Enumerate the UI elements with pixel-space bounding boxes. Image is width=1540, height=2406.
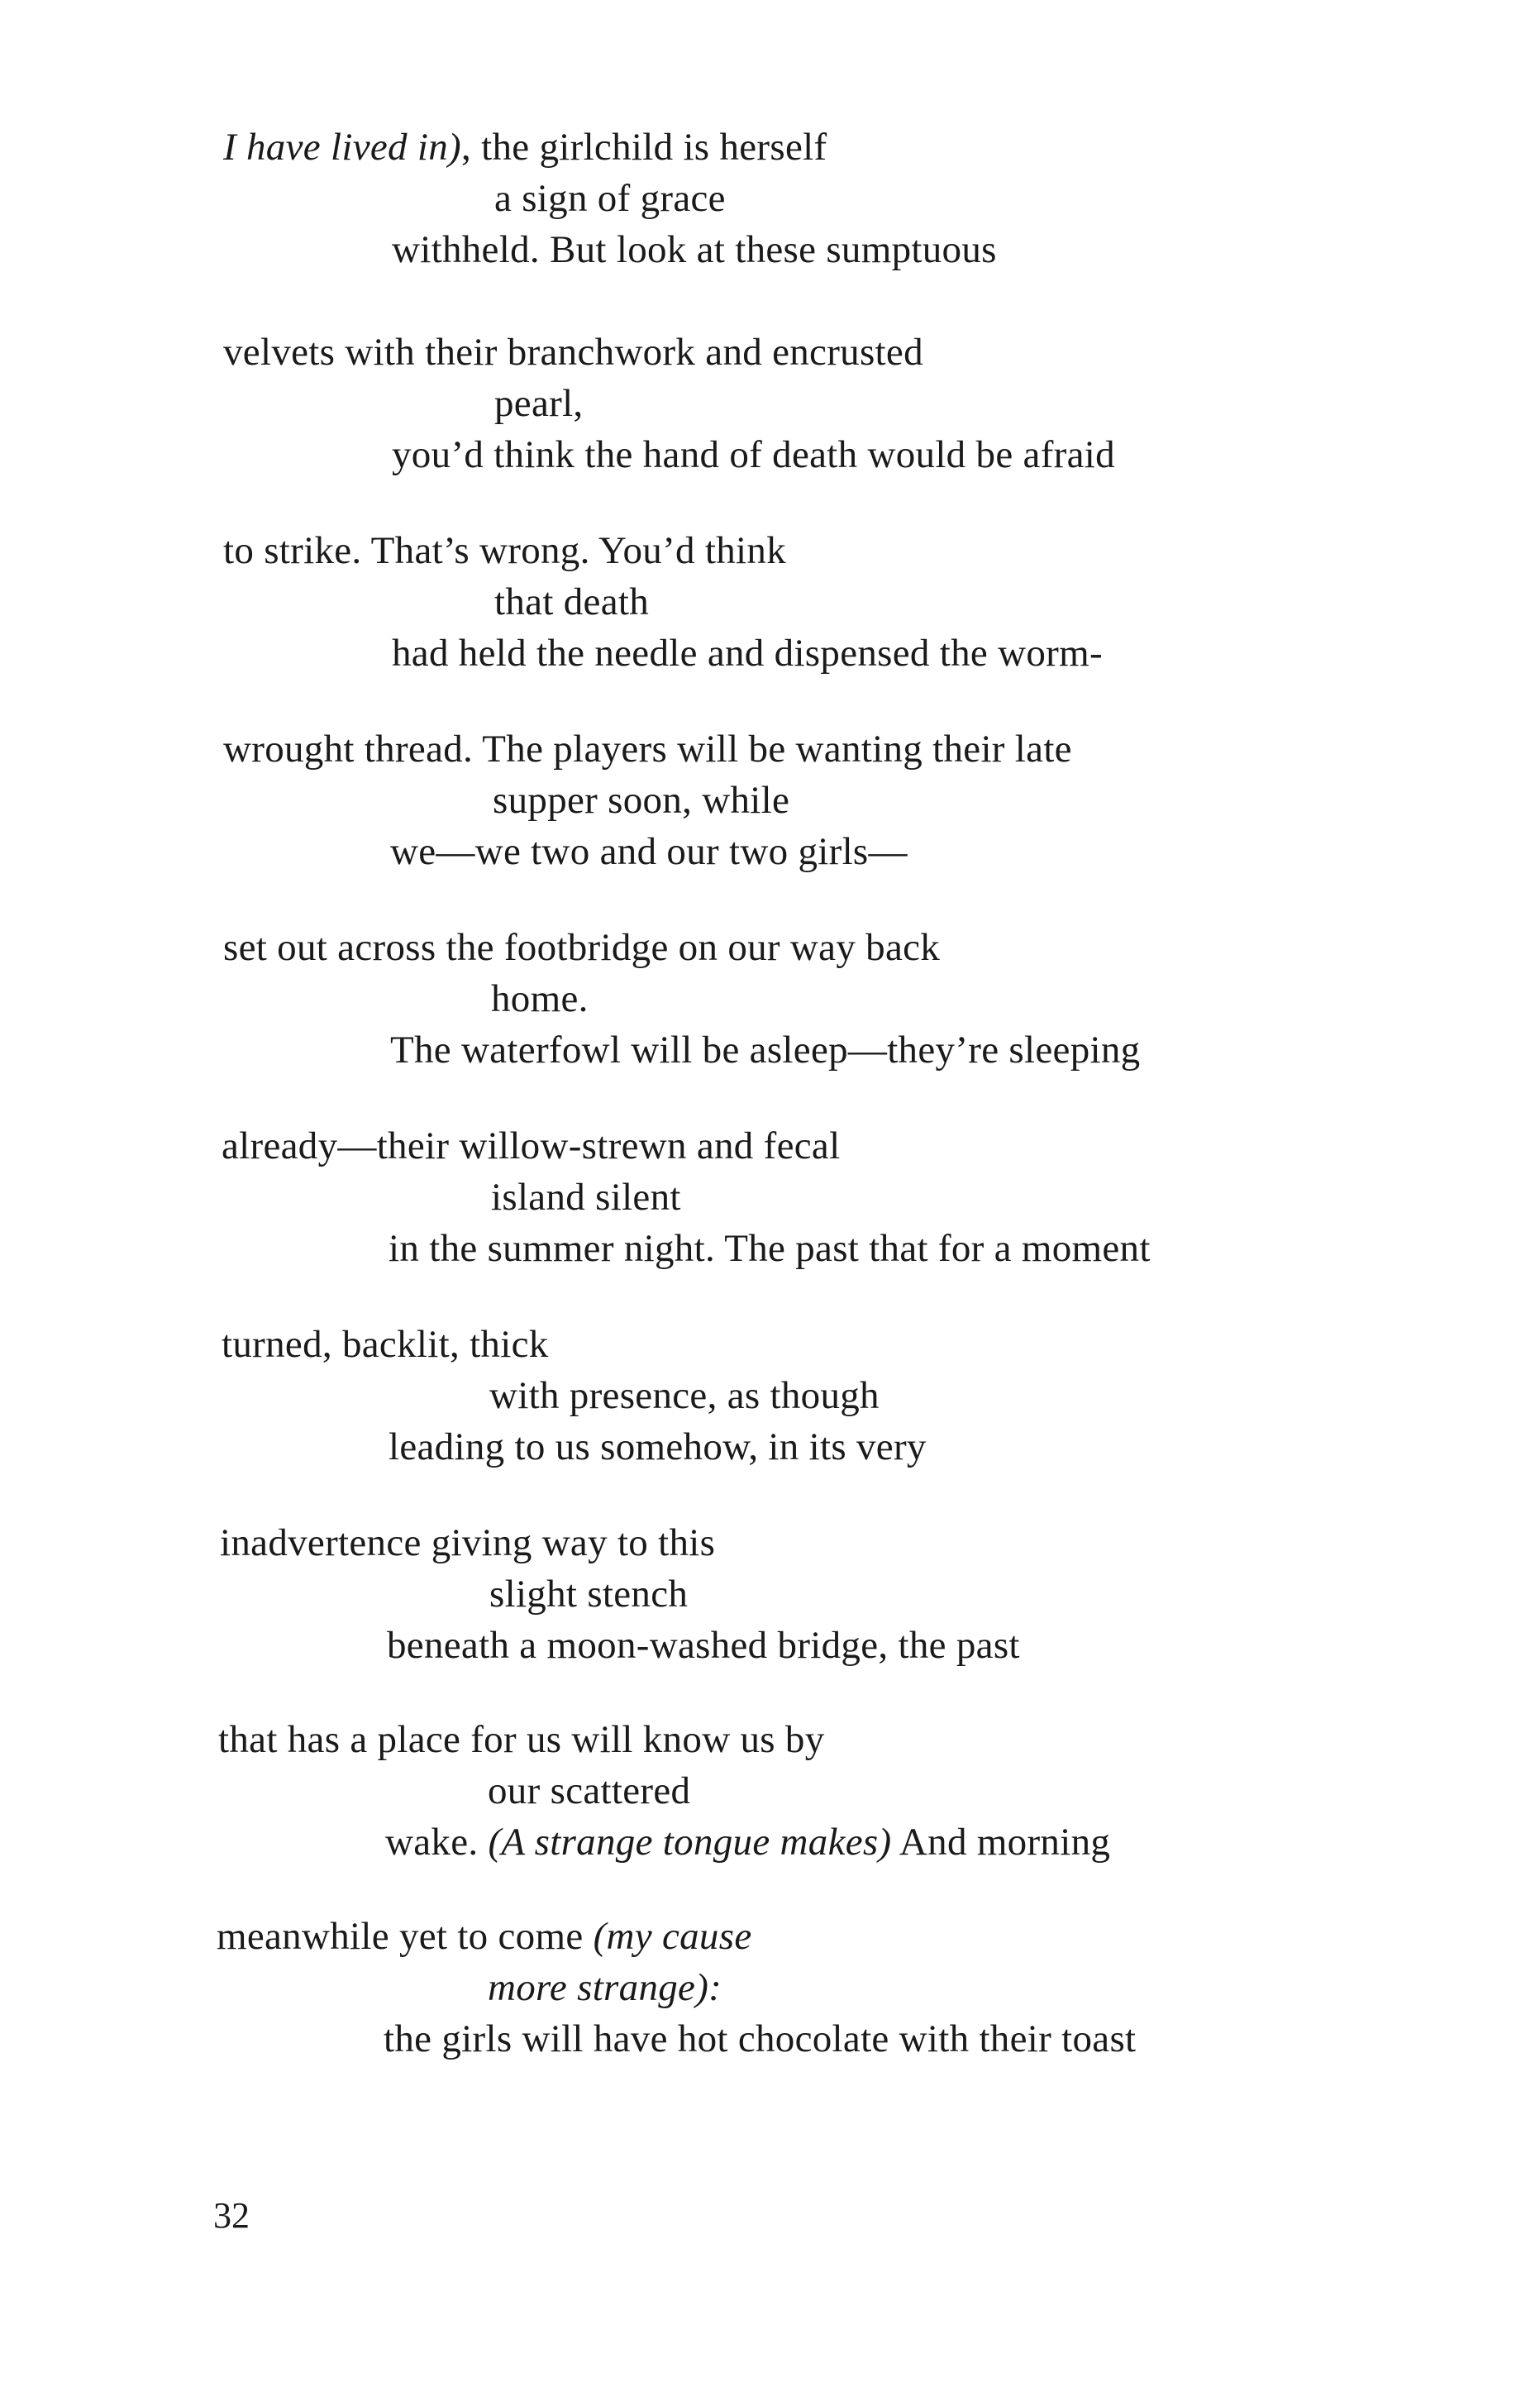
- poem-line: [389, 1224, 1151, 1273]
- line-text: that death: [494, 580, 650, 623]
- poem-line: [223, 526, 786, 575]
- poem-line: [390, 1025, 1140, 1075]
- line-text: turned, backlit, thick: [222, 1323, 549, 1366]
- line-text: withheld. But look at these sumptuous: [392, 228, 997, 271]
- line-text: supper soon, while: [493, 779, 790, 822]
- poem-line: [489, 1371, 880, 1420]
- italic-text: more strange):: [488, 1966, 722, 2009]
- line-text: home.: [491, 977, 589, 1020]
- line-text: beneath a moon-washed bridge, the past: [387, 1624, 1020, 1667]
- poem-line: [392, 628, 1103, 678]
- poem-line: [222, 1320, 549, 1369]
- poem-line: [217, 1912, 751, 1961]
- line-text: with presence, as though: [489, 1374, 880, 1417]
- line-text: wrought thread. The players will be wanting their late: [223, 728, 1072, 771]
- line-text: island silent: [491, 1176, 681, 1219]
- line-text: wake.: [385, 1821, 489, 1864]
- poem-line: [493, 776, 789, 825]
- poem-line: [223, 923, 940, 972]
- poem-line: [489, 1569, 688, 1619]
- line-text: in the summer night. The past that for a moment: [389, 1227, 1151, 1270]
- poem-line: [494, 174, 726, 223]
- line-text: that has a place for us will know us by: [218, 1718, 825, 1761]
- line-text: slight stench: [489, 1573, 689, 1616]
- line-text: , the girlchild is herself: [460, 126, 827, 169]
- poem-line: [390, 827, 908, 876]
- line-text: already—their willow-strewn and fecal: [222, 1124, 841, 1167]
- line-text: the girls will have hot chocolate with their toast: [384, 2017, 1137, 2060]
- line-text: velvets with their branchwork and encrusted: [223, 331, 923, 374]
- poem-line: [387, 1621, 1020, 1670]
- poem-line: [223, 122, 827, 172]
- line-text: set out across the footbridge on our way back: [223, 926, 941, 969]
- poem-line: [220, 1518, 715, 1568]
- line-text: we—we two and our two girls—: [390, 830, 908, 873]
- page-number: 32: [213, 2195, 250, 2236]
- italic-text: (my cause: [593, 1915, 752, 1958]
- italic-text: (A strange tongue makes): [488, 1821, 892, 1864]
- poem-line: [222, 1121, 840, 1171]
- line-text: inadvertence giving way to this: [220, 1521, 716, 1564]
- poem-line: [389, 1422, 927, 1472]
- poem-line: [384, 2014, 1136, 2064]
- poem-line: [488, 1963, 722, 2012]
- line-text: pearl,: [494, 382, 584, 425]
- poem-line: [494, 379, 583, 428]
- poem-line: [392, 225, 997, 274]
- poem-line: [385, 1817, 1110, 1867]
- line-text: meanwhile yet to come: [217, 1915, 594, 1958]
- poem-line: [488, 1766, 690, 1816]
- poem-line: [223, 327, 923, 377]
- line-text: to strike. That’s wrong. You’d think: [223, 529, 787, 572]
- line-text: our scattered: [488, 1769, 691, 1812]
- line-text: leading to us somehow, in its very: [389, 1425, 927, 1468]
- poem-line: [392, 430, 1115, 480]
- poem-line: [223, 724, 1072, 774]
- poem-line: [491, 974, 589, 1024]
- line-text: had held the needle and dispensed the worm-: [392, 632, 1103, 675]
- poem-line: [218, 1715, 825, 1764]
- poem-line: [494, 577, 649, 627]
- line-text: a sign of grace: [494, 177, 726, 220]
- italic-text: I have lived in): [223, 126, 461, 169]
- line-text: And morning: [891, 1821, 1111, 1864]
- poem-line: [491, 1172, 681, 1222]
- line-text: you’d think the hand of death would be afraid: [392, 433, 1115, 476]
- line-text: The waterfowl will be asleep—they’re sleeping: [390, 1029, 1141, 1072]
